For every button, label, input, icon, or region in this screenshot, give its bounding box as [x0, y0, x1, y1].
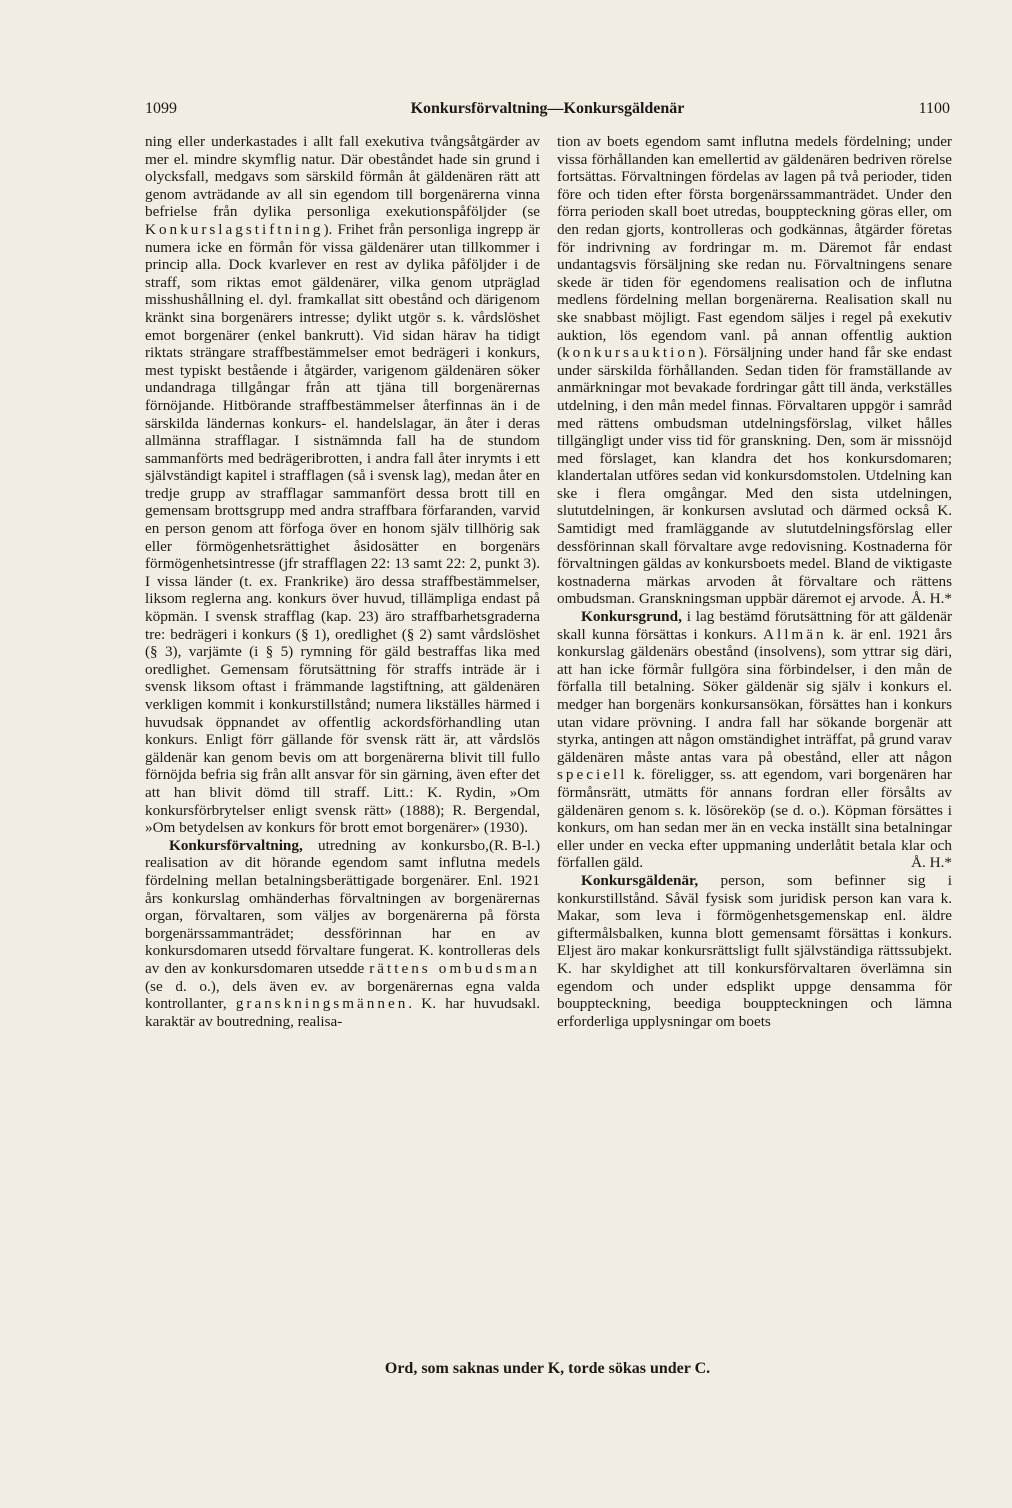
page-number-left: 1099 [145, 100, 177, 117]
headword: Konkursförvaltning, [169, 836, 303, 854]
page-number-right: 1100 [918, 100, 950, 117]
cross-reference: granskningsmännen [235, 995, 409, 1013]
headword: Konkursgrund, [581, 608, 682, 626]
left-column [145, 133, 540, 1030]
right-column [557, 133, 952, 1030]
page-header [145, 100, 950, 122]
author-signature: (R. B-l.) [488, 836, 540, 854]
article-konkursgrund: Konkursgrund, i lag bestämd förutsättning för att gäldenär skall kunna försättas i konkurs. Allmän k. är enl. 1921 års konkurslag gäldenärs obestånd (insolvens), som yttrar sig däri, att han icke förmår fullgöra sina förbindelser, i den mån de förfalla till betalning. Söker gäldenär sig själv i konkurs el. medger han borgenärs konkursansökan, försättes han i konkurs utan vidare prövning. I andra fall har sökande borgenär att styrka, antingen att någon omständighet inträffat, på grund varav gäldenären måste antas vara på obestånd, eller att någon speciell k. föreligger, ss. att egendom, vari borgenären har förmånsrätt, utmätts för annans fordran eller försålts av gäldenären genom s. k. lösöreköp (se d. o.). Köpman försättes i konkurs, om han sedan mer än en vecka inställt sina betalningar eller under en vecka efter uppmaning underlåtit betala klar och förfallen gäld. Å. H.* [557, 608, 952, 872]
author-signature: Å. H.* [911, 590, 952, 608]
article-konkursforvaltning-continued: tion av boets egendom samt influtna medels fördelning; under vissa förhållanden kan emellertid av gäldenären bedriven rörelse fortsättas. Förvaltningen fördelas av lagen på två perioder, tiden före och tiden efter första borgenärssammanträdet. Under den förra perioden skall boet utredas, bouppteckning göras eller, om den redan gjorts, kontrolleras och godkännas, åtgärder företas för indrivning av fordringar m. m. Däremot får endast undantagsvis försäljning ske redan nu. Förvaltningens senare skede är tiden för egendomens realisation och de influtna medlens fördelning mellan borgenärerna. Realisation skall nu ske snabbast möjligt. Fast egendom säljes i regel på exekutiv auktion, lös egendom vanl. på annan offentlig auktion (konkursauktion). Försäljning under hand får ske endast under särskilda förhållanden. Sedan tiden för framställande av anmärkningar mot bevakade fordringar gått till ända, verkställes utdelning, i den mån medel finnas. Förvaltaren uppgör i samråd med rättens ombudsman utdelningsförslag, vilket hålles tillgängligt under viss tid för granskning. Den, som är missnöjd med förslaget, kan klandra det hos konkursdomaren; klandertalan utföres sedan vid konkursdomstolen. Utdelning kan ske i flera omgångar. Med den sista utdelningen, slututdelningen, är konkursen avslutad och därmed också K. Samtidigt med framläggande av slututdelningsförslag eller dessförinnan skall förvaltare avge redovisning. Kostnaderna för förvaltningen gäldas av konkursboets medel. Bland de viktigaste kostnaderna märkas arvoden åt förvaltare och rättens ombudsman. Granskningsman uppbär däremot ej arvode. Å. H.* [557, 133, 952, 608]
running-title: Konkursförvaltning—Konkursgäldenär [410, 100, 685, 117]
headword: Konkursgäldenär, [581, 871, 699, 889]
page-footer-note: Ord, som saknas under K, torde sökas under C. [384, 1360, 711, 1377]
cross-reference: rättens ombudsman [369, 959, 540, 977]
article-konkursgaldenar: Konkursgäldenär, person, som befinner sig i konkurstillstånd. Såväl fysisk som juridisk person kan vara k. Makar, som leva i förmögenhetsgemenskap enl. äldre giftermålsbalken, kunna blott gemensamt försättas i konkurs. Eljest äro makar konkursrättsligt fullt självständiga rättssubjekt. K. har skyldighet att till konkursförvaltaren överlämna sin egendom och under edsplikt uppge densamma för bouppteckning, beediga bouppteckningen och lämna erforderliga upplysningar om boets [557, 871, 952, 1030]
cross-reference: konkursauktion [562, 344, 699, 362]
article-konkursforbrytelse-continued: ning eller underkastades i allt fall exekutiva tvångsåtgärder av mer el. mindre skymflig natur. Där obeståndet hade sin grund i olycksfall, medgavs som särskild förmån åt gäldenären rätt att genom avträdande av all sin egendom till borgenärerna vinna befrielse från dylika personliga exekutionspåföljder (se Konkurslagstiftning). Frihet från personliga ingrepp är numera icke en förmån för vissa gäldenärer utan tillkommer i princip alla. Dock kvarlever en rest av dylika påföljder i de straff, som riktas emot gäldenärer, vilka genom utpräglad misshushållning el. dyl. framkallat sitt obestånd och därigenom kränkt sina borgenärers intresse; dylikt utgör s. k. vårdslöshet emot borgenärer (enkel bankrutt). Vid sidan härav ha tidigt riktats strängare straffbestämmelser emot bedrägeri i konkurs, mest typiskt bestående i åtgärder, varigenom gäldenären söker undandraga tillgångar från att tjäna till borgenärernas förnöjande. Hitbörande straffbestämmelser återfinnas än i de särskilda ländernas konkurs- el. handelslagar, än åter i deras allmänna strafflagar. I sistnämnda fall ha de stundom sammanförts med bedrägeribrotten, i andra fall åter inrymts i ett självständigt kapitel i strafflagen (så i svensk lag), medan åter en tredje grupp av strafflagar sammanfört dessa brott till en gemensam brottsgrupp med andra straffbara förfaranden, varvid en person genom att förfoga över en honom själv tillhörig sak eller förmögenhetsrättighet åsidosätter en borgenärs förmögenhetsintresse (jfr strafflagen 22: 13 samt 22: 2, punkt 3). I vissa länder (t. ex. Frankrike) äro dessa straffbestämmelser, liksom reglerna ang. konkurs över huvud, tillämpliga endast på köpmän. I svensk strafflag (kap. 23) äro straffbarhetsgraderna tre: bedrägeri i konkurs (§ 1), oredlighet (§ 2) samt vårdslöshet (§ 3), varjämte (i § 5) rymning för gäld bestraffas lika med oredlighet. Gemensam förutsättning för straffs inträde är i svensk liksom oftast i främmande lagstiftning, att gäldenären verkligen kommit i konkurstillstånd; numera likställes härmed i huvudsak öppnandet av offentlig ackordsförhandling utan konkurs. Enligt förr gällande för svensk rätt är, att vårdslös gäldenär kan genom bevis om att borgenärerna blivit till fullo förnöjda befria sig från allt ansvar för sin gärning, även efter det att han blivit dömd till straff. Litt.: K. Rydin, »Om konkursförbrytelser enligt svensk rätt» (1888); R. Bergendal, »Om betydelsen av konkurs för brott emot borgenärer» (1930). (R. B-l.) [145, 133, 540, 854]
emphasis: speciell [557, 766, 628, 784]
emphasis: Allmän [763, 625, 827, 643]
article-konkursforvaltning: Konkursförvaltning, utredning av konkursbo, realisation av dit hörande egendom samt influtna medels fördelning mellan betalningsberättigade borgenärer. Enl. 1921 års konkurslag omhänderhas förvaltningen av borgenärernas organ, förvaltaren, som väljes av borgenärerna på första borgenärssammanträdet; dessförinnan har en av konkursdomaren utsedd förvaltare fungerat. K. kontrolleras dels av den av konkursdomaren utsedde rättens ombudsman (se d. o.), dels även ev. av borgenärernas egna valda kontrollanter, granskningsmännen. K. har huvudsakl. karaktär av boutredning, realisa- [145, 836, 540, 1030]
cross-reference: Konkurslagstiftning [145, 220, 324, 238]
author-signature: Å. H.* [911, 854, 952, 872]
